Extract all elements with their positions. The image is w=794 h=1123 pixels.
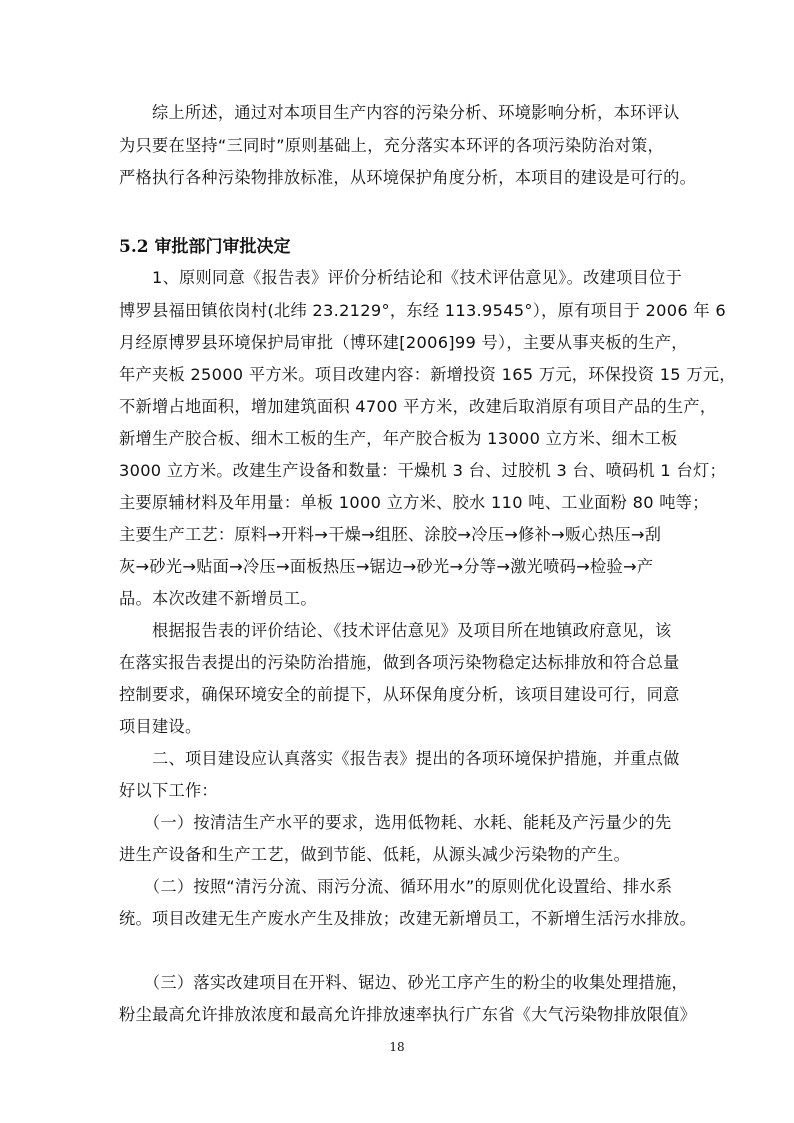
text-line: 二、项目建设应认真落实《报告表》提出的各项环境保护措施，并重点做	[119, 749, 680, 768]
section-heading: 5.2 审批部门审批决定	[119, 237, 291, 257]
text-line: 综上所述，通过对本项目生产内容的污染分析、环境影响分析，本环评认	[119, 103, 680, 122]
text-line: 新增生产胶合板、细木工板的生产，年产胶合板为 13000 立方米、细木工板	[119, 429, 678, 448]
text-line: 在落实报告表提出的污染防治措施，做到各项污染物稳定达标排放和符合总量	[119, 653, 680, 672]
text-line: 控制要求，确保环境安全的前提下，从环保角度分析，该项目建设可行，同意	[119, 685, 680, 704]
text-line: 品。本次改建不新增员工。	[119, 589, 317, 608]
text-line: 严格执行各种污染物排放标准，从环境保护角度分析，本项目的建设是可行的。	[119, 168, 697, 187]
text-line: 月经原博罗县环境保护局审批（博环建[2006]99 号），主要从事夹板的生产，	[119, 333, 688, 352]
text-line: 主要生产工艺：原料→开料→干燥→组胚、涂胶→冷压→修补→贩心热压→刮	[119, 525, 662, 544]
text-line: 根据报告表的评价结论、《技术评估意见》及项目所在地镇政府意见，该	[119, 621, 672, 640]
text-line: （二）按照“清污分流、雨污分流、循环用水”的原则优化设置给、排水系	[119, 877, 673, 896]
text-line: 进生产设备和生产工艺，做到节能、低耗，从源头减少污染物的产生。	[119, 845, 631, 864]
text-line: 博罗县福田镇依岗村(北纬 23.2129°，东经 113.9545°），原有项目于 2006 年 6	[119, 301, 726, 320]
text-line: 灰→砂光→贴面→冷压→面板热压→锯边→砂光→分等→激光喷码→检验→产	[119, 557, 654, 576]
text-line: 为只要在坚持“三同时”原则基础上，充分落实本环评的各项污染防治对策，	[119, 136, 664, 155]
page-number: 18	[389, 1040, 405, 1054]
text-line: 3000 立方米。改建生产设备和数量：干燥机 3 台、过胶机 3 台、喷码机 1 台灯；	[119, 461, 726, 480]
text-line: 统。项目改建无生产废水产生及排放；改建无新增员工，不新增生活污水排放。	[119, 909, 697, 928]
text-line: （三）落实改建项目在开料、锯边、砂光工序产生的粉尘的收集处理措施，	[119, 973, 688, 992]
text-line: 主要原辅材料及年用量：单板 1000 立方米、胶水 110 吨、工业面粉 80 吨等；	[119, 493, 709, 512]
text-line: 不新增占地面积，增加建筑面积 4700 平方米，改建后取消原有项目产品的生产，	[119, 397, 717, 416]
text-line: 好以下工作：	[119, 781, 218, 800]
text-line: 年产夹板 25000 平方米。项目改建内容：新增投资 165 万元，环保投资 15 万元，	[119, 365, 736, 384]
text-line: 项目建设。	[119, 717, 202, 736]
text-line: （一）按清洁生产水平的要求，选用低物耗、水耗、能耗及产污量少的先	[119, 813, 672, 832]
text-line: 1、原则同意《报告表》评价分析结论和《技术评估意见》。改建项目位于	[119, 268, 683, 287]
text-line: 粉尘最高允许排放浓度和最高允许排放速率执行广东省《大气污染物排放限值》	[119, 1005, 697, 1024]
